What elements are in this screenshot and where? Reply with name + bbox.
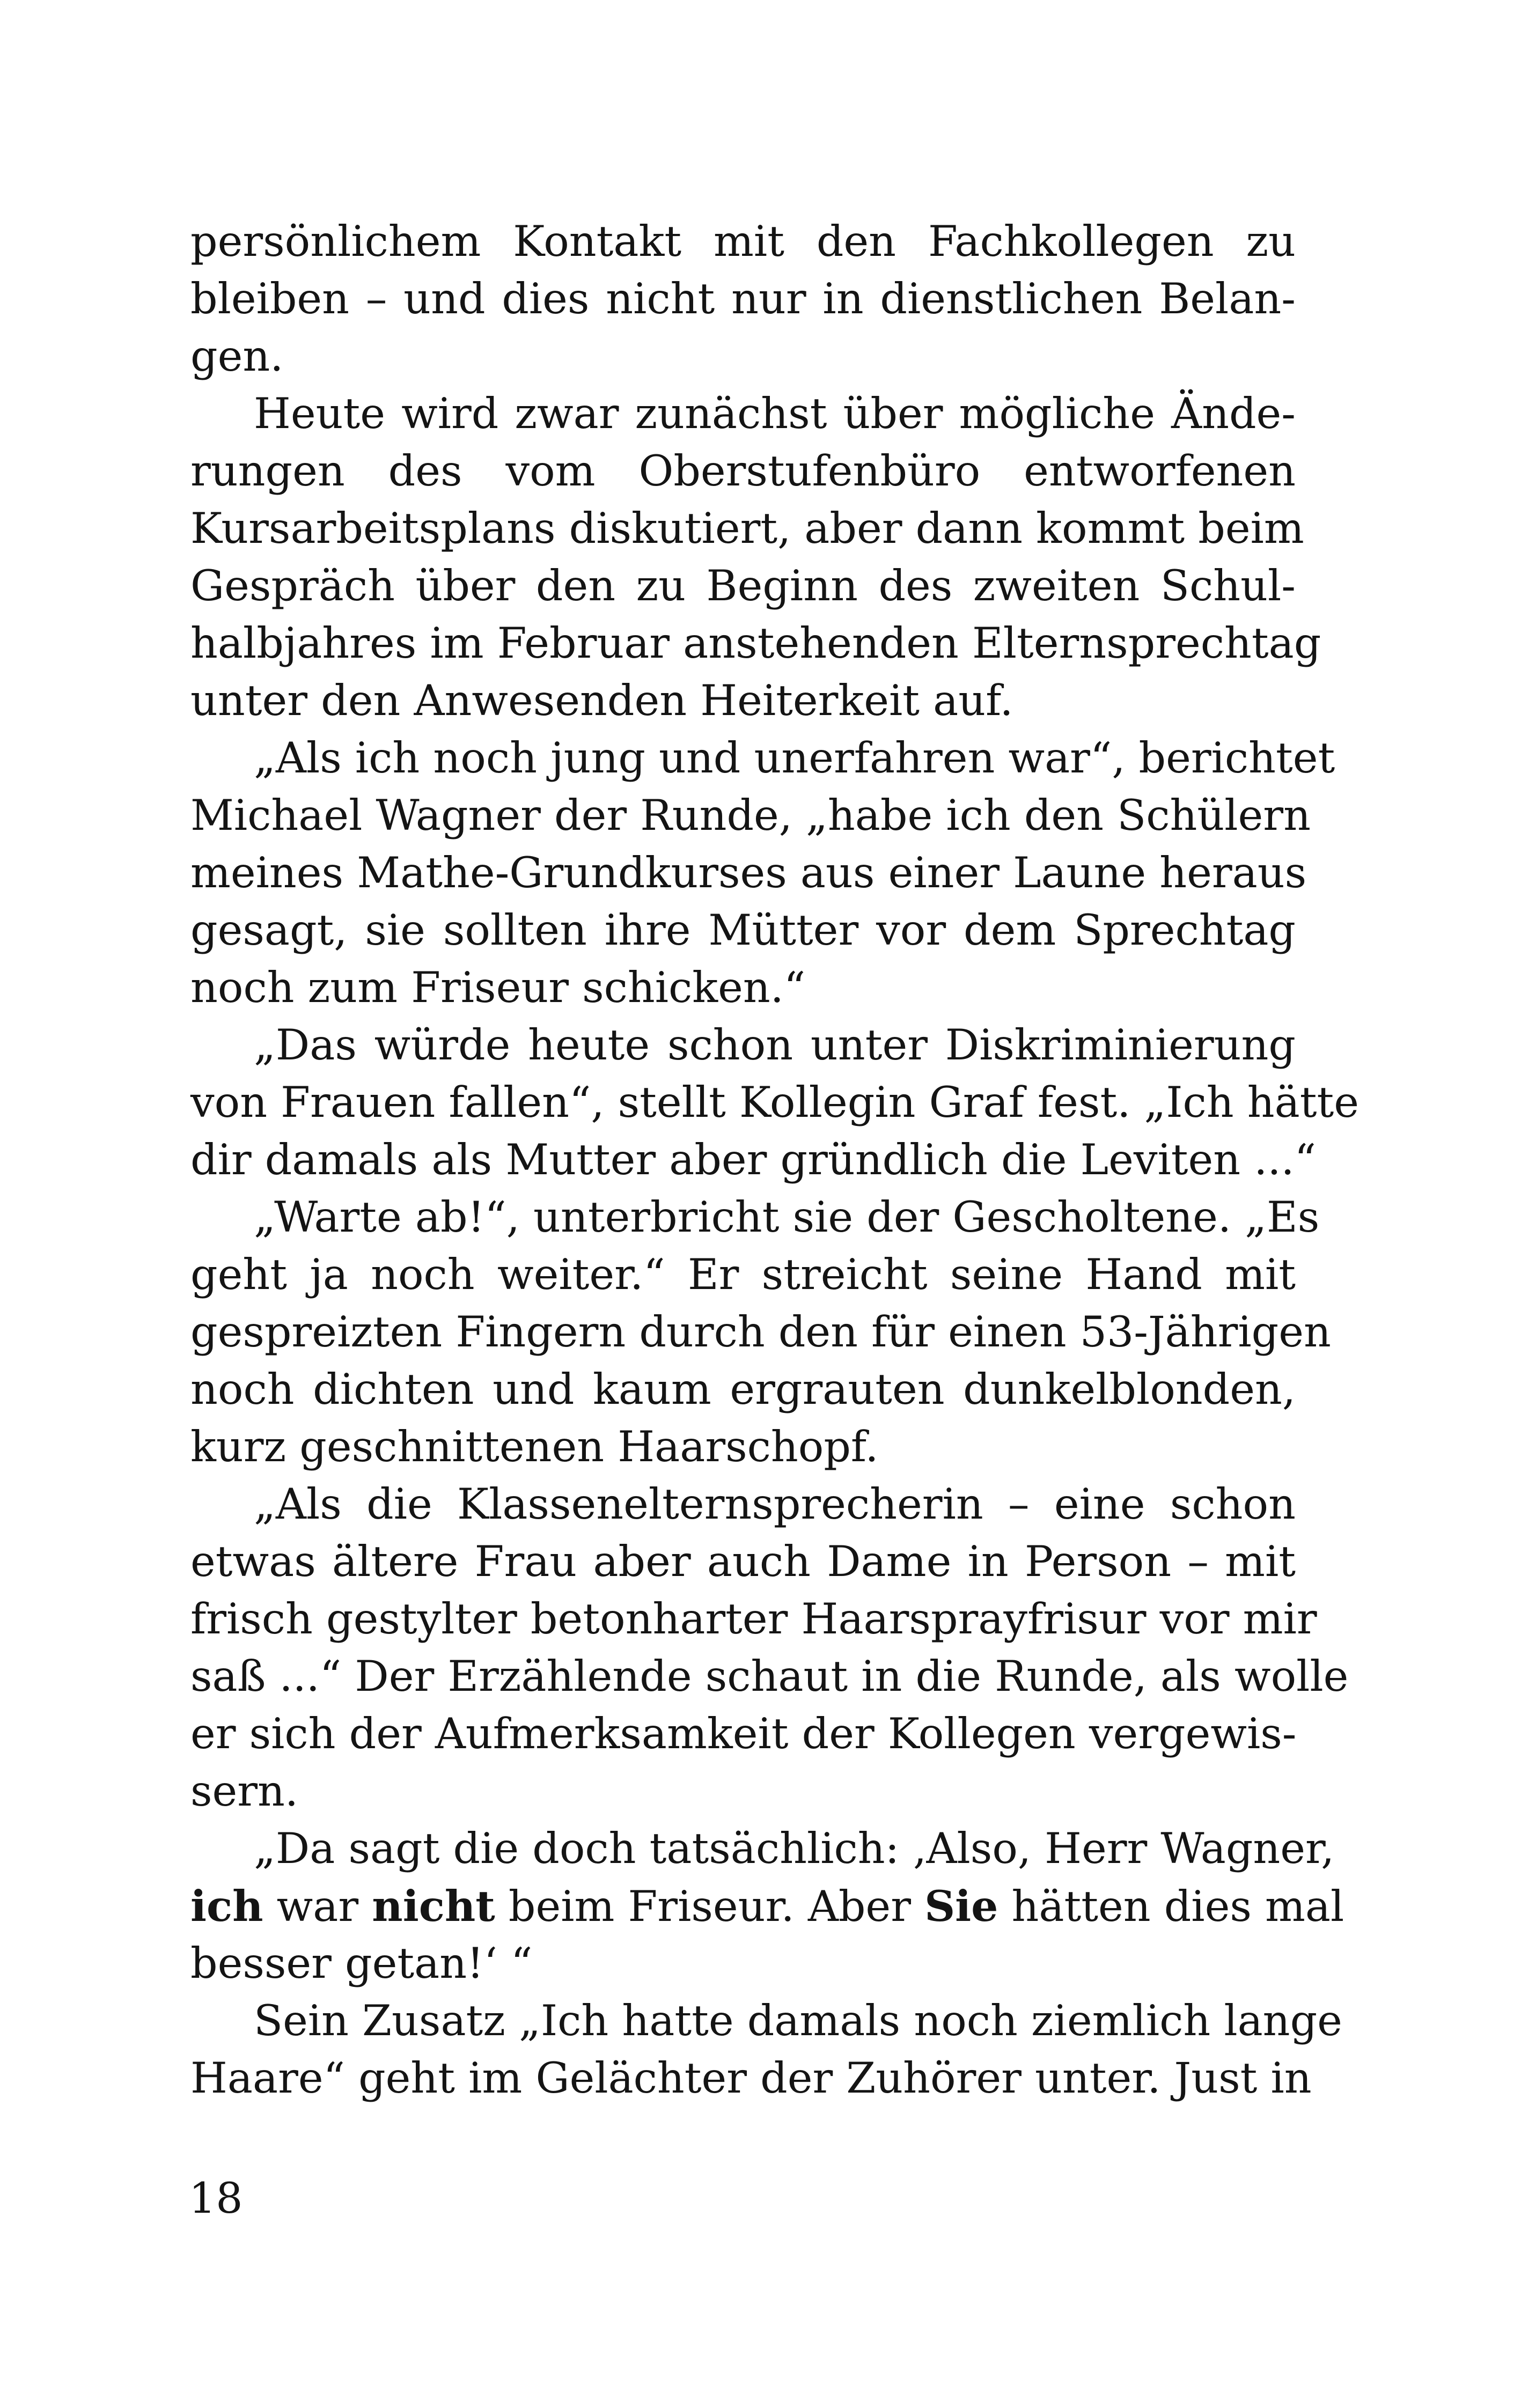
line-text: noch dichten und kaum ergrauten dunkelblonden,: [190, 1365, 1296, 1414]
text-line: [190, 730, 1335, 787]
line-text: Kursarbeitsplans diskutiert, aber dann kommt beim: [190, 504, 1304, 553]
line-text: gesagt, sie sollten ihre Mütter vor dem Sprechtag: [190, 905, 1296, 955]
line-text: unter den Anwesenden Heiterkeit auf.: [190, 676, 1013, 725]
text-line: [190, 1648, 1349, 1705]
text-line: [190, 328, 1296, 385]
line-text: „Das würde heute schon unter Diskriminierung: [254, 1020, 1296, 1070]
line-text: Gespräch über den zu Beginn des zweiten Schul-: [190, 561, 1296, 610]
line-text: „Warte ab!“, unterbricht sie der Gescholtene. „Es: [254, 1192, 1320, 1242]
emphasis-text: nicht: [372, 1881, 495, 1931]
line-text: kurz geschnittenen Haarschopf.: [190, 1422, 879, 1471]
text-line: [190, 270, 1296, 328]
text-line: [190, 1361, 1296, 1418]
line-text: „Da sagt die doch tatsächlich: ‚Also, Herr Wagner,: [254, 1824, 1335, 1873]
text-line: [190, 1763, 1296, 1820]
text-line: [190, 1705, 1296, 1763]
page-number: 18: [189, 2174, 243, 2223]
text-line: [190, 1590, 1317, 1648]
text-line: [190, 959, 1296, 1017]
text-line: [190, 1074, 1360, 1131]
text-line: [190, 1476, 1296, 1533]
line-text: von Frauen fallen“, stellt Kollegin Graf fest. „Ich hätte: [190, 1078, 1360, 1127]
text-line: [190, 787, 1311, 844]
text-line: [190, 844, 1307, 902]
text-line: [190, 1131, 1316, 1189]
body-text: [190, 213, 1360, 2107]
line-text: hätten dies mal: [998, 1882, 1344, 1931]
line-text: gespreizten Fingern durch den für einen 53-Jährigen: [190, 1307, 1331, 1357]
text-line: [190, 615, 1321, 672]
text-line: [190, 1246, 1296, 1304]
text-line: [190, 672, 1296, 730]
line-text: war: [263, 1882, 372, 1931]
line-text: saß ...“ Der Erzählende schaut in die Runde, als wolle: [190, 1652, 1349, 1701]
line-text: Sein Zusatz „Ich hatte damals noch ziemlich lange: [254, 1996, 1342, 2045]
text-line: [190, 443, 1296, 500]
line-text: sern.: [190, 1766, 299, 1816]
text-line: [190, 1418, 1296, 1476]
emphasis-text: Sie: [924, 1881, 998, 1931]
text-line: [190, 213, 1296, 270]
line-text: dir damals als Mutter aber gründlich die Leviten ...“: [190, 1135, 1316, 1184]
text-line: [190, 1935, 1296, 1992]
line-text: gen.: [190, 332, 284, 381]
text-line: [190, 385, 1296, 443]
line-text: meines Mathe-Grundkurses aus einer Laune heraus: [190, 848, 1307, 897]
line-text: beim Friseur. Aber: [495, 1882, 925, 1931]
line-text: geht ja noch weiter.“ Er streicht seine Hand mit: [190, 1250, 1296, 1299]
line-text: Michael Wagner der Runde, „habe ich den Schülern: [190, 791, 1311, 840]
text-line: [190, 1992, 1342, 2050]
text-line: [190, 2050, 1312, 2107]
text-line: [190, 500, 1304, 557]
line-text: er sich der Aufmerksamkeit der Kollegen vergewis-: [190, 1709, 1297, 1758]
line-text: persönlichem Kontakt mit den Fachkollegen zu: [190, 217, 1296, 266]
text-line: [190, 1017, 1296, 1074]
line-text: halbjahres im Februar anstehenden Elternsprechtag: [190, 618, 1321, 668]
line-text: „Als ich noch jung und unerfahren war“, berichtet: [254, 733, 1335, 783]
line-text: noch zum Friseur schicken.“: [190, 963, 806, 1012]
text-line: [190, 1304, 1331, 1361]
line-text: besser getan!‘ “: [190, 1939, 533, 1988]
line-text: Haare“ geht im Gelächter der Zuhörer unter. Just in: [190, 2053, 1312, 2103]
line-text: Heute wird zwar zunächst über mögliche Ände-: [254, 389, 1296, 438]
text-line: [190, 1533, 1296, 1590]
emphasis-text: ich: [190, 1881, 263, 1931]
line-text: rungen des vom Oberstufenbüro entworfenen: [190, 446, 1296, 496]
text-line: [190, 1820, 1335, 1877]
text-line: [190, 557, 1296, 615]
line-text: bleiben – und dies nicht nur in dienstlichen Belan-: [190, 274, 1296, 323]
line-text: frisch gestylter betonharter Haarsprayfrisur vor mir: [190, 1594, 1317, 1644]
text-line: [190, 1877, 1344, 1935]
text-line: [190, 1189, 1320, 1246]
line-text: etwas ältere Frau aber auch Dame in Person – mit: [190, 1537, 1296, 1586]
text-line: [190, 902, 1296, 959]
line-text: „Als die Klassenelternsprecherin – eine schon: [254, 1479, 1296, 1529]
